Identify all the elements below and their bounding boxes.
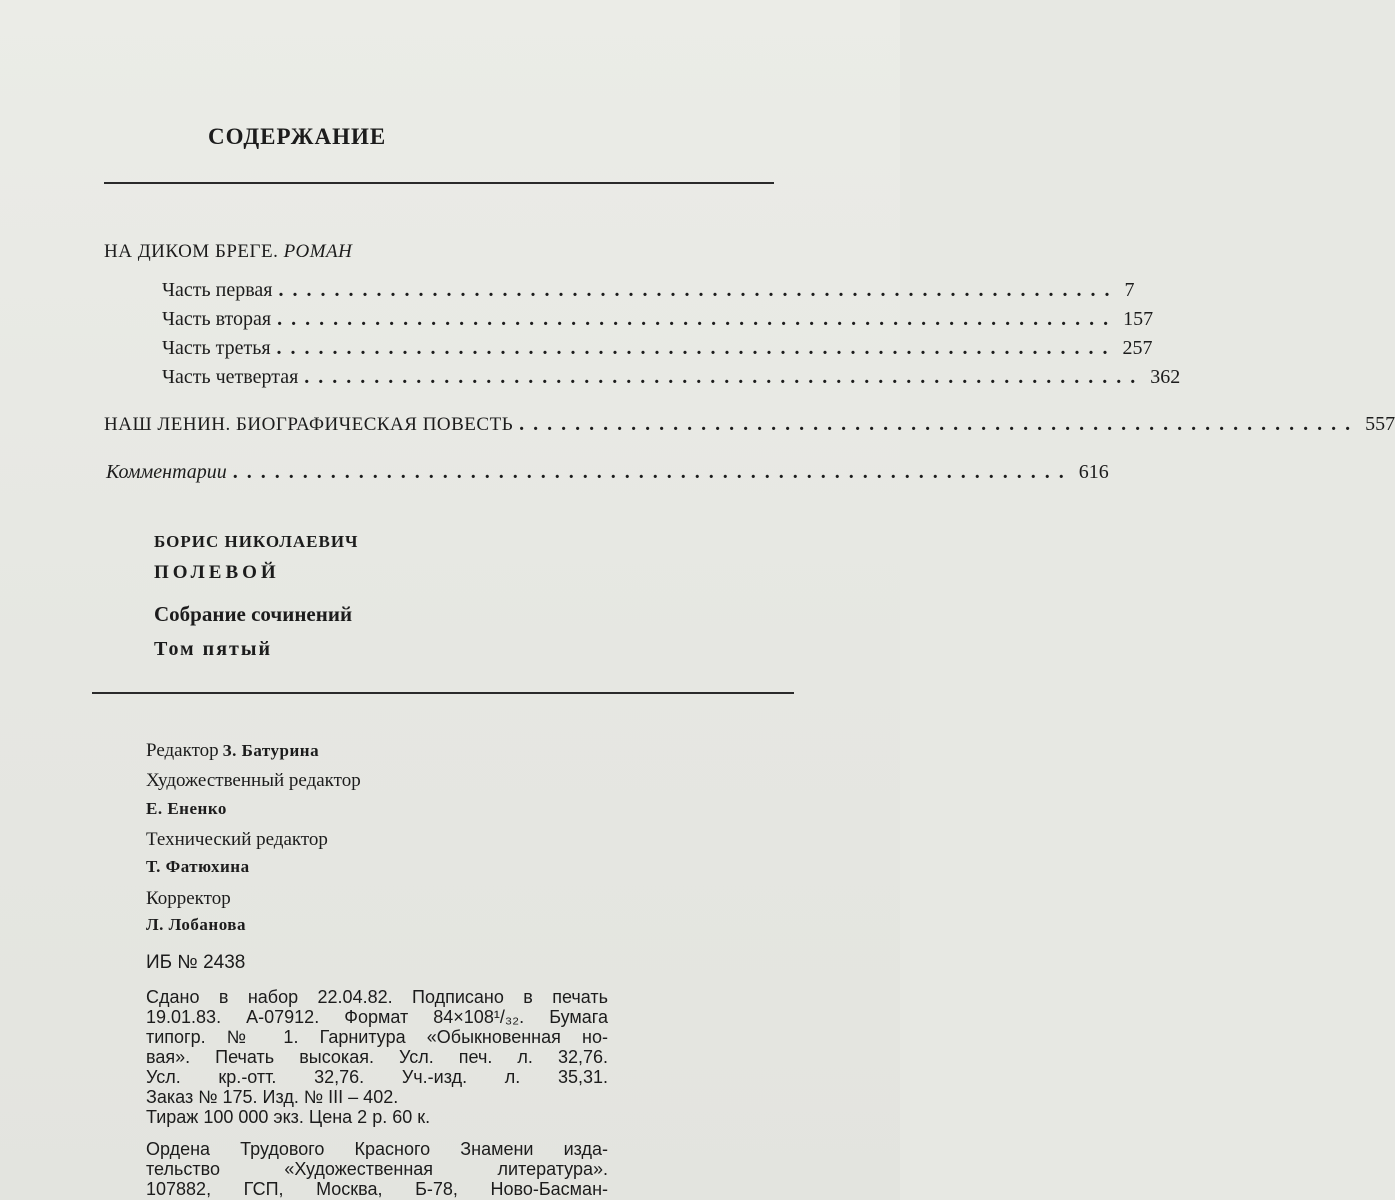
toc-entry-label: НАШ ЛЕНИН. БИОГРАФИЧЕСКАЯ ПОВЕСТЬ bbox=[104, 414, 514, 435]
toc-page-number: 7 bbox=[1124, 279, 1135, 301]
imprint-line: вая». Печать высокая. Усл. печ. л. 32,76. bbox=[146, 1047, 608, 1067]
art-editor-name: Е. Ененко bbox=[146, 799, 227, 818]
toc-page-number: 257 bbox=[1122, 337, 1153, 359]
toc-page-number: 557 bbox=[1365, 413, 1395, 435]
toc-entry-part-3[interactable] bbox=[162, 337, 1153, 363]
toc-entry-comments[interactable] bbox=[106, 461, 1109, 487]
editor-name: З. Батурина bbox=[222, 741, 320, 760]
toc-entry-label: Часть первая bbox=[162, 279, 273, 301]
toc-entry-part-2[interactable] bbox=[162, 308, 1154, 334]
novel-heading bbox=[104, 241, 352, 263]
ib-number: ИБ № 2438 bbox=[146, 952, 246, 973]
author-last-name: ПОЛЕВОЙ bbox=[154, 562, 280, 583]
dot-leader: ............................................................ bbox=[278, 279, 1119, 301]
publisher-line: 107882, ГСП, Москва, Б-78, Ново-Басман- bbox=[146, 1179, 608, 1199]
dot-leader: ............................................................ bbox=[304, 366, 1145, 388]
toc-page-number: 157 bbox=[1123, 308, 1154, 330]
toc-page-number: 362 bbox=[1150, 366, 1181, 388]
contents-title: СОДЕРЖАНИЕ bbox=[208, 124, 387, 149]
dot-leader: ............................................................ bbox=[232, 461, 1073, 483]
imprint-line: Сдано в набор 22.04.82. Подписано в печать bbox=[146, 987, 608, 1007]
tech-editor-name: Т. Фатюхина bbox=[146, 857, 250, 876]
toc-entry-part-1[interactable] bbox=[162, 279, 1135, 305]
dot-leader: ............................................................ bbox=[519, 413, 1360, 435]
imprint-line: 19.01.83. А-07912. Формат 84×108¹/₃₂. Бумага bbox=[146, 1007, 608, 1027]
collection-title: Собрание сочинений bbox=[154, 602, 353, 626]
toc-entry-label: Часть вторая bbox=[162, 308, 272, 330]
corrector-label: Корректор bbox=[146, 888, 231, 909]
publisher-line: тельство «Художественная литература». bbox=[146, 1159, 608, 1179]
imprint-line: Тираж 100 000 экз. Цена 2 р. 60 к. bbox=[146, 1107, 431, 1127]
toc-entry-label: Часть четвертая bbox=[162, 366, 299, 388]
toc-entry-label: Комментарии bbox=[106, 461, 227, 483]
imprint-details bbox=[146, 987, 608, 1127]
book-info-divider bbox=[92, 692, 794, 694]
toc-entry-label: Часть третья bbox=[162, 337, 271, 359]
imprint-line: Заказ № 175. Изд. № III – 402. bbox=[146, 1087, 399, 1107]
imprint-line: типогр. № 1. Гарнитура «Обыкновенная но- bbox=[146, 1027, 608, 1047]
dot-leader: ............................................................ bbox=[277, 308, 1118, 330]
editor-label: Редактор bbox=[146, 740, 219, 761]
toc-page-number: 616 bbox=[1078, 461, 1109, 483]
dot-leader: ............................................................ bbox=[276, 337, 1117, 359]
novel-title: НА ДИКОМ БРЕГЕ. bbox=[104, 241, 279, 262]
title-divider bbox=[104, 182, 774, 184]
editor-credit bbox=[146, 740, 319, 762]
publisher-details bbox=[146, 1139, 608, 1199]
tech-editor-label: Технический редактор bbox=[146, 829, 328, 850]
imprint-line: Усл. кр.-отт. 32,76. Уч.-изд. л. 35,31. bbox=[146, 1067, 608, 1087]
corrector-name: Л. Лобанова bbox=[146, 915, 246, 934]
toc-entry-part-4[interactable] bbox=[162, 366, 1181, 392]
novel-genre: РОМАН bbox=[283, 241, 353, 262]
author-first-name: БОРИС НИКОЛАЕВИЧ bbox=[154, 532, 359, 551]
toc-entry-story[interactable] bbox=[104, 413, 1395, 439]
volume-title: Том пятый bbox=[154, 638, 272, 660]
art-editor-label: Художественный редактор bbox=[146, 770, 361, 791]
publisher-line: Ордена Трудового Красного Знамени изда- bbox=[146, 1139, 608, 1159]
